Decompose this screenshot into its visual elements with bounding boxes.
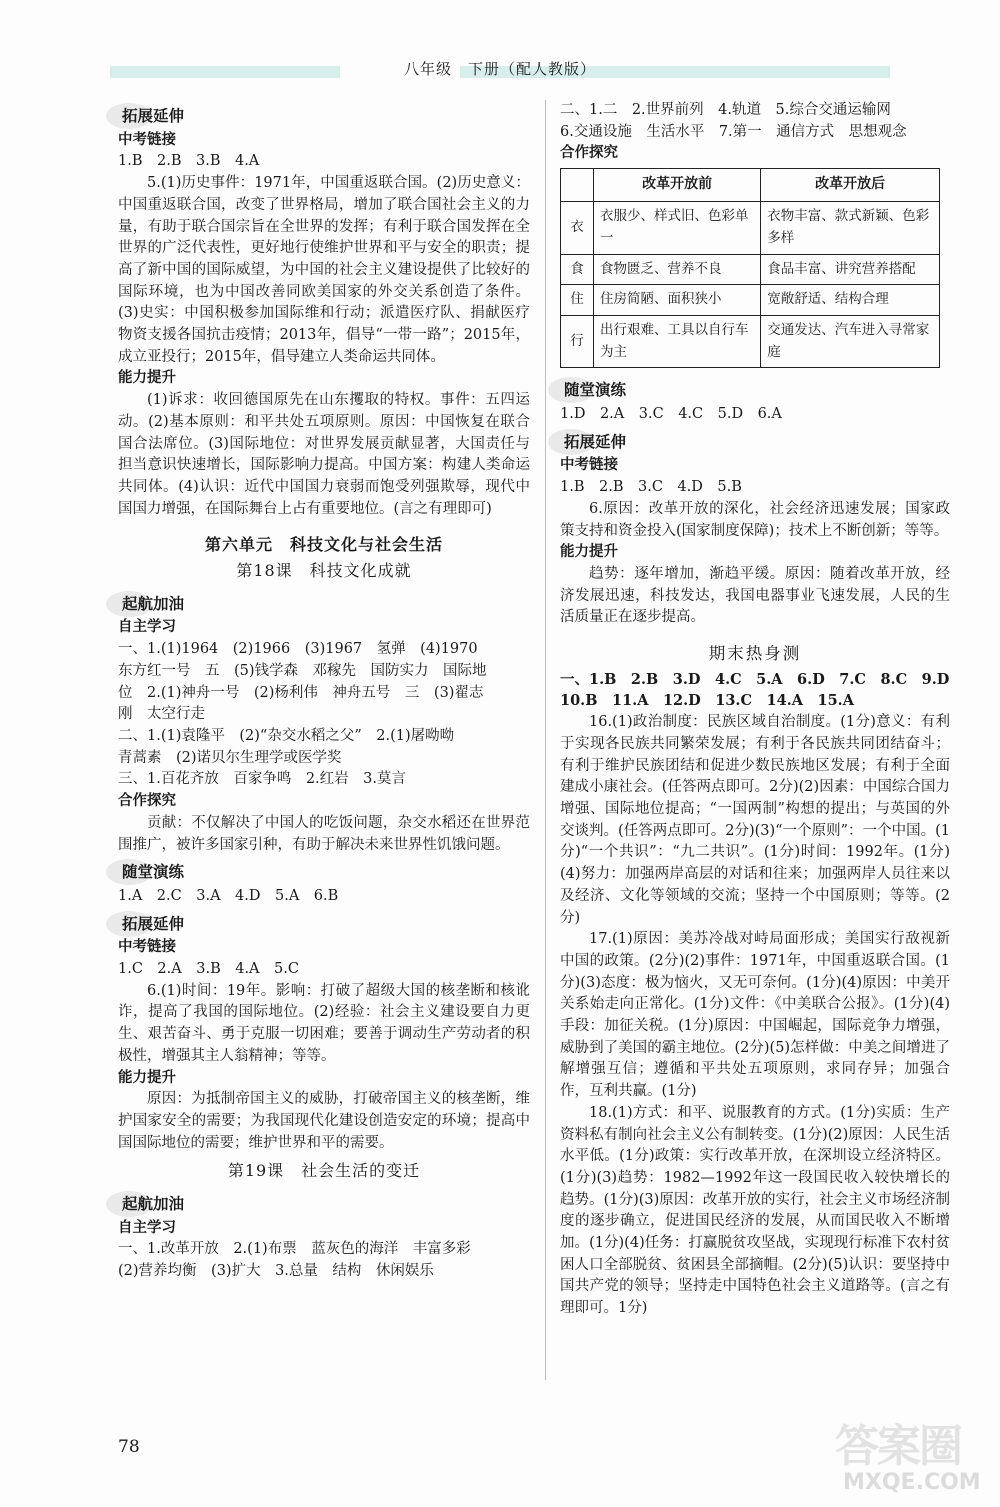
answer-line: 刚 太空行走 [118, 706, 205, 723]
comparison-table [560, 168, 940, 368]
answer-line: 三、1.百花齐放 百家争鸣 2.红岩 3.莫言 [118, 771, 407, 788]
lesson-title: 第19课 社会生活的变迁 [227, 1161, 421, 1181]
answer-paragraph: 趋势：逐年增加，渐趋平缓。原因：随着改革开放，经济发展迅速，科技发达，我国电器事业飞速发展，人民的生活质量正在逐步提高。 [560, 565, 950, 626]
answer-line: (2)营养均衡 (3)扩大 3.总量 结构 休闲娱乐 [118, 1263, 434, 1280]
answer-line: 二、1.(1)袁隆平 (2)“杂交水稻之父” 2.(1)屠呦呦 [118, 727, 455, 744]
subsection-heading: 能力提升 [118, 370, 176, 387]
table-cell: 食物匮乏、营养不良 [594, 254, 761, 285]
table-cell: 宽敞舒适、结构合理 [761, 285, 940, 316]
answer-paragraph: 5.(1)历史事件：1971年，中国重返联合国。(2)历史意义：中国重返联合国，改变了世界格局，增加了联合国社会主义的力量，有助于联合国宗旨在全世界的发挥；有利于联合国发挥在全世界的广泛代表性，更好地行使维护世界和平与安全的职责；提高了新中国的国际威望，为中国的社会主义建设提供了比较好的国际环境，也为中国改善同欧美国家的外交关系创造了条件。(3)史实：中国积极参加国际维和行动；派遣医疗队、捐献医疗物资支援各国抗击疫情；2013年，倡导“一带一路”；2015年，成立亚投行；2015年，倡导建立人类命运共同体。 [118, 175, 530, 365]
subsection-heading: 自主学习 [118, 1219, 176, 1236]
left-column [118, 100, 530, 1283]
table-cell: 住房简陋、面积狭小 [594, 285, 761, 316]
table-header-cell: 改革开放后 [761, 169, 940, 202]
answer-line: 10.B 11.A 12.D 13.C 14.A 15.A [560, 692, 854, 710]
answer-line: 1.B 2.B 3.C 4.D 5.B [560, 479, 742, 496]
subsection-heading: 自主学习 [118, 619, 176, 636]
section-heading: 随堂演练 [118, 862, 188, 884]
subsection-heading: 合作探究 [118, 793, 176, 810]
watermark-domain: MXQE.COM [843, 1470, 981, 1495]
answer-paragraph: 原因：为抵制帝国主义的威胁，打破帝国主义的核垄断，维护国家安全的需要；为我国现代化建设创造安定的环境；提高中国国际地位的需要；维护世界和平的需要。 [118, 1091, 530, 1151]
table-row [561, 285, 940, 316]
table-row [561, 315, 940, 367]
column-divider [545, 100, 546, 1380]
table-row [561, 202, 940, 254]
answer-line: 1.B 2.B 3.B 4.A [118, 153, 260, 170]
exam-title: 期末热身测 [708, 644, 802, 664]
answer-paragraph: 6.(1)时间：19年。影响：打破了超级大国的核垄断和核讹诈，提高了我国的国际地位。(2)经验：社会主义建设要自力更生、艰苦奋斗、勇于克服一切困难；要善于调动生产劳动者的积极性，增强其主人翁精神；等等。 [118, 982, 530, 1064]
answer-paragraph: (1)诉求：收回德国原先在山东攫取的特权。事件：五四运动。(2)基本原则：和平共处五项原则。原因：中国恢复在联合国合法席位。(3)国际地位：对世界发展贡献显著，大国责任与担当意识快速增长，国际影响力提高。中国方案：构建人类命运共同体。(4)认识：近代中国国力衰弱而饱受列强欺辱，现代中国国力增强，在国际舞台上占有重要地位。(言之有理即可) [118, 392, 530, 517]
unit-title: 第六单元 科技文化与社会生活 [204, 535, 443, 555]
answer-line: 一、1.B 2.B 3.D 4.C 5.A 6.D 7.C 8.C 9.D [560, 670, 950, 688]
table-cell: 出行艰难、工具以自行车为主 [594, 315, 761, 367]
table-row-label: 住 [561, 285, 594, 316]
subsection-heading: 中考链接 [118, 939, 176, 956]
watermark-main: 答案圈 [835, 1421, 961, 1472]
answer-line: 东方红一号 五 (5)钱学森 邓稼先 国防实力 国际地 [118, 662, 487, 679]
header-title: 八年级 下册（配人教版） [403, 60, 596, 78]
section-heading: 拓展延伸 [118, 914, 188, 936]
answer-line: 1.A 2.C 3.A 4.D 5.A 6.B [118, 887, 339, 904]
table-cell: 食品丰富、讲究营养搭配 [761, 254, 940, 285]
watermark [835, 1410, 985, 1502]
subsection-heading: 能力提升 [118, 1069, 176, 1086]
table-cell: 衣服少、样式旧、色彩单一 [594, 202, 761, 254]
answer-line: 二、1.二 2.世界前列 4.轨道 5.综合交通运输网 [560, 102, 891, 118]
subsection-heading: 能力提升 [560, 544, 618, 561]
right-column [560, 100, 950, 1320]
table-cell: 交通发达、汽车进入寻常家庭 [761, 315, 940, 367]
table-header-cell [561, 169, 594, 202]
answer-paragraph: 17.(1)原因：美苏冷战对峙局面形成；美国实行敌视新中国的政策。(2分)(2)事件：1971年，中国重返联合国。(1分)(3)态度：极为恼火，又无可奈何。(1分)(4)原因：中美开关系始走向正常化。(1分)文件：《中美联合公报》。(1分)(4)手段：加征关税。(1分)原因：中国崛起，国际竞争力增强，威胁到了美国的霸主地位。(2分)(5)怎样做：中美之间增进了解增强互信；遵循和平共处五项原则，求同存异；加强合作，互利共赢。(1分) [560, 931, 950, 1100]
answer-line: 6.交通设施 生活水平 7.第一 通信方式 思想观念 [560, 123, 907, 140]
table-header-row [561, 169, 940, 202]
table-header-cell: 改革开放前 [594, 169, 761, 202]
subsection-heading: 中考链接 [560, 457, 618, 474]
subsection-heading: 合作探究 [560, 145, 618, 162]
answer-paragraph: 18.(1)方式：和平、说服教育的方式。(1分)实质：生产资料私有制向社会主义公有制转变。(1分)(2)原因：人民生活水平低。(1分)政策：实行改革开放，在深圳设立经济特区。(1分)(3)趋势：1982—1992年这一段国民收入较快增长的趋势。(1分)(3)原因：改革开放的实行，社会主义市场经济制度的逐步确立，促进国民经济的发展，从而国民收入不断增加。(1分)(4)任务：打赢脱贫攻坚战，实现现行标准下农村贫困人口全部脱贫、贫困县全部摘帽。(2分)(5)认识：要坚持中国共产党的领导；坚持走中国特色社会主义道路等。(言之有理即可。1分) [560, 1104, 950, 1317]
section-heading: 起航加油 [118, 1194, 188, 1216]
table-row-label: 行 [561, 315, 594, 367]
section-heading: 拓展延伸 [118, 106, 188, 128]
table-cell: 衣物丰富、款式新颖、色彩多样 [761, 202, 940, 254]
page-header [0, 56, 1000, 86]
section-heading: 随堂演练 [560, 380, 630, 402]
answer-line: 一、1.(1)1964 (2)1966 (3)1967 氢弹 (4)1970 [118, 641, 478, 658]
answer-line: 位 2.(1)神舟一号 (2)杨利伟 神舟五号 三 (3)翟志 [118, 684, 484, 701]
answer-line: 一、1.改革开放 2.(1)布票 蓝灰色的海洋 丰富多彩 [118, 1241, 471, 1258]
answer-line: 1.D 2.A 3.C 4.C 5.D 6.A [560, 406, 782, 423]
answer-paragraph: 6.原因：改革开放的深化，社会经济迅速发展；国家政策支持和资金投入(国家制度保障)；技术上不断创新；等等。 [560, 500, 950, 539]
table-row [561, 254, 940, 285]
page-number: 78 [118, 1437, 140, 1457]
subsection-heading: 中考链接 [118, 131, 176, 148]
table-row-label: 食 [561, 254, 594, 285]
answer-line: 1.C 2.A 3.B 4.A 5.C [118, 961, 299, 978]
lesson-title: 第18课 科技文化成就 [236, 561, 412, 581]
section-heading: 起航加油 [118, 594, 188, 616]
answer-paragraph: 贡献：不仅解决了中国人的吃饭问题，杂交水稻还在世界范围推广，被许多国家引种，有助于解决未来世界性饥饿问题。 [118, 814, 530, 853]
section-heading: 拓展延伸 [560, 432, 630, 454]
answer-paragraph: 16.(1)政治制度：民族区域自治制度。(1分)意义：有利于实现各民族共同繁荣发展；有利于各民族共同团结奋斗；有利于维护民族团结和促进少数民族地区发展；有利于全面建成小康社会。(任答两点即可。2分)(2)因素：中国综合国力增强、国际地位提高；“一国两制”构想的提出；与英国的外交谈判。(任答两点即可。2分)(3)“一个原则”：一个中国。(1分)“一个共识”：“九二共识”。(1分)时间：1992年。(1分)(4)努力：加强两岸高层的对话和往来；加强两岸人员往来以及经济、文化等领域的交流；坚持一个中国原则；等等。(2分) [560, 714, 950, 926]
table-row-label: 衣 [561, 202, 594, 254]
answer-line: 青蒿素 (2)诺贝尔生理学或医学奖 [118, 749, 342, 766]
